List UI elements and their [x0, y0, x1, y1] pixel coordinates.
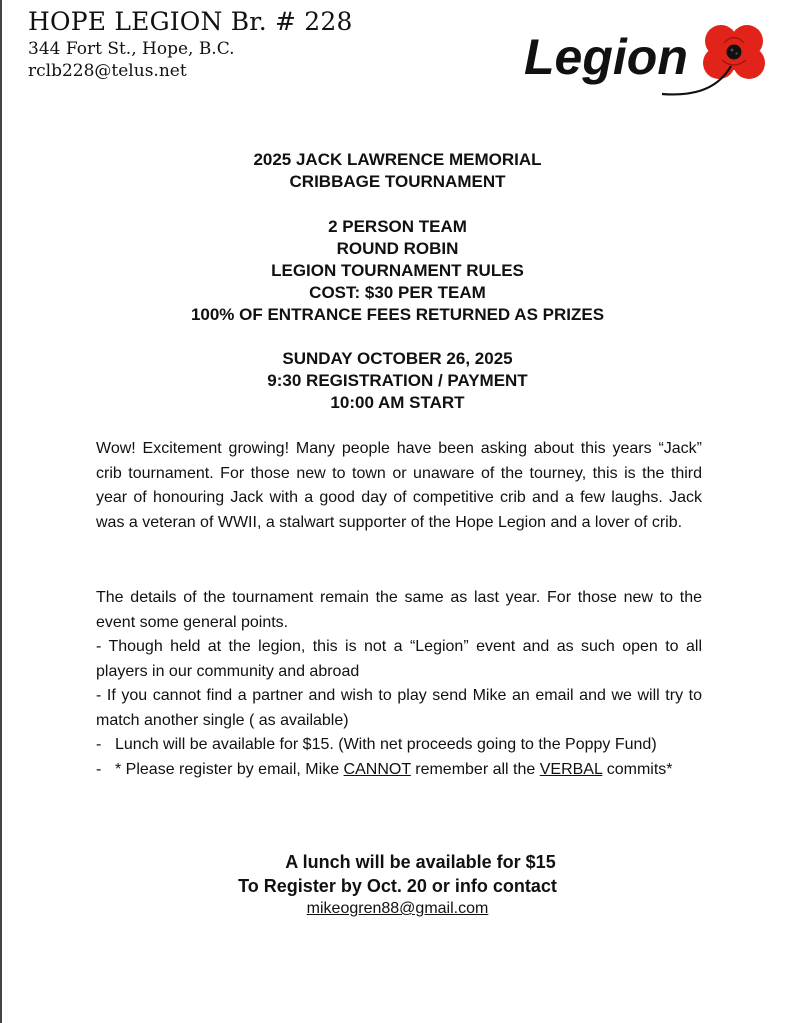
club-email: rclb228@telus.net [28, 61, 187, 81]
closing-register: To Register by Oct. 20 or info contact [238, 876, 557, 896]
title-line: 2025 JACK LAWRENCE MEMORIAL [253, 150, 542, 169]
detail-line: LEGION TOURNAMENT RULES [271, 261, 524, 280]
tournament-schedule [0, 348, 795, 414]
register-bullet: * Please register by email, Mike CANNOT remember all the VERBAL commits* [115, 760, 673, 778]
club-name: HOPE LEGION Br. # 228 [28, 7, 353, 36]
general-point: - Though held at the legion, this is not a “Legion” event and as such open to all players in our community and abroad [96, 638, 702, 680]
general-point: - If you cannot find a partner and wish to play send Mike an email and we will try to match another single ( as available) [96, 687, 702, 729]
bullet-item [96, 758, 702, 783]
bullet-dash: - [96, 760, 102, 778]
detail-line: COST: $30 PER TEAM [309, 283, 486, 302]
contact-email-link[interactable]: mikeogren88@gmail.com [306, 900, 489, 917]
legion-logo [524, 18, 779, 98]
detail-line: 100% OF ENTRANCE FEES RETURNED AS PRIZES [190, 305, 605, 324]
schedule-line: 9:30 REGISTRATION / PAYMENT [267, 371, 528, 390]
schedule-line: 10:00 AM START [330, 393, 465, 412]
tournament-details [0, 216, 795, 326]
details-section [96, 586, 702, 782]
bullet-item [96, 733, 702, 758]
detail-line: ROUND ROBIN [336, 239, 459, 258]
club-header [28, 6, 353, 82]
tournament-title [0, 149, 795, 193]
details-paragraph: The details of the tournament remain the same as last year. For those new to the event some general points. [96, 589, 702, 631]
closing-lunch: A lunch will be available for $15 [285, 852, 556, 872]
cannot-underlined: CANNOT [343, 760, 411, 778]
intro-paragraph: Wow! Excitement growing! Many people have been asking about this years “Jack” crib tournament. For those new to town or unaware of the tourney, this is the third year of honouring Jack with a good day of competitive crib and a few laughs. Jack was a veteran of WWII, a stalwart supporter of the Hope Legion and a lover of crib. [96, 440, 702, 531]
legion-logo-text: Legion [524, 29, 688, 85]
bullet-dash: - [96, 736, 102, 753]
lunch-bullet: Lunch will be available for $15. (With net proceeds going to the Poppy Fund) [115, 736, 657, 753]
detail-line: 2 PERSON TEAM [328, 217, 467, 236]
verbal-underlined: VERBAL [539, 760, 603, 778]
closing-block [0, 850, 795, 898]
schedule-line: SUNDAY OCTOBER 26, 2025 [282, 349, 513, 368]
title-line: CRIBBAGE TOURNAMENT [289, 172, 506, 191]
club-address: 344 Fort St., Hope, B.C. [28, 39, 235, 59]
